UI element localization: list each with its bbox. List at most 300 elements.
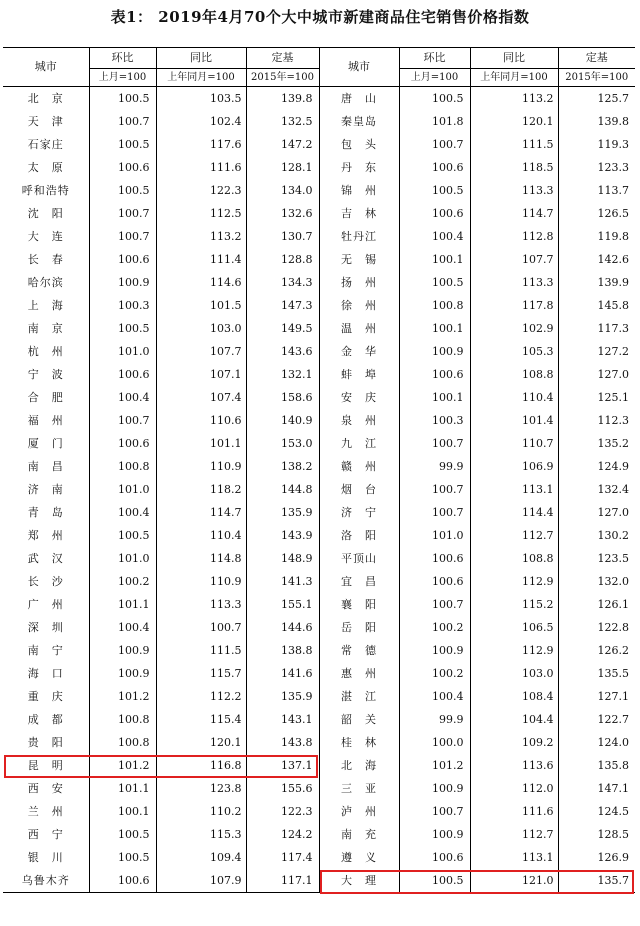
right-base-cell: 122.8 — [558, 616, 635, 639]
left-yoy-cell: 110.9 — [156, 455, 246, 478]
left-base-cell: 117.4 — [246, 846, 319, 869]
left-city-cell: 海 口 — [3, 662, 89, 685]
left-yoy-cell: 107.4 — [156, 386, 246, 409]
right-yoy-cell: 113.1 — [470, 846, 558, 869]
table-row — [3, 271, 635, 294]
left-yoy-cell: 111.6 — [156, 156, 246, 179]
right-base-cell: 147.1 — [558, 777, 635, 800]
left-city-cell: 天 津 — [3, 110, 89, 133]
left-base-cell: 134.3 — [246, 271, 319, 294]
table-row — [3, 409, 635, 432]
right-mom-cell: 101.2 — [399, 754, 470, 777]
right-yoy-cell: 103.0 — [470, 662, 558, 685]
right-base-cell: 127.2 — [558, 340, 635, 363]
right-mom-cell: 100.0 — [399, 731, 470, 754]
left-yoy-cell: 114.7 — [156, 501, 246, 524]
right-base-cell: 126.5 — [558, 202, 635, 225]
right-city-cell: 安 庆 — [319, 386, 399, 409]
left-yoy-cell: 103.5 — [156, 87, 246, 111]
left-city-cell: 呼和浩特 — [3, 179, 89, 202]
right-mom-cell: 100.5 — [399, 271, 470, 294]
left-base-cell: 124.2 — [246, 823, 319, 846]
right-yoy-cell: 101.4 — [470, 409, 558, 432]
right-yoy-cell: 110.7 — [470, 432, 558, 455]
right-yoy-cell: 106.5 — [470, 616, 558, 639]
left-city-cell: 西 宁 — [3, 823, 89, 846]
left-mom-cell: 101.1 — [89, 593, 156, 616]
table-row — [3, 179, 635, 202]
table-row — [3, 777, 635, 800]
base-subheader-left: 2015年=100 — [246, 69, 319, 87]
left-mom-cell: 100.5 — [89, 317, 156, 340]
left-base-cell: 139.8 — [246, 87, 319, 111]
right-city-cell: 大 理 — [319, 869, 399, 893]
left-base-cell: 141.6 — [246, 662, 319, 685]
left-city-cell: 宁 波 — [3, 363, 89, 386]
left-city-cell: 南 昌 — [3, 455, 89, 478]
right-mom-cell: 100.7 — [399, 478, 470, 501]
right-base-cell: 126.1 — [558, 593, 635, 616]
left-city-cell: 西 安 — [3, 777, 89, 800]
left-base-cell: 134.0 — [246, 179, 319, 202]
right-yoy-cell: 113.2 — [470, 87, 558, 111]
right-city-cell: 牡丹江 — [319, 225, 399, 248]
table-row — [3, 731, 635, 754]
left-yoy-cell: 123.8 — [156, 777, 246, 800]
left-base-cell: 155.6 — [246, 777, 319, 800]
left-base-cell: 144.6 — [246, 616, 319, 639]
left-city-cell: 广 州 — [3, 593, 89, 616]
right-mom-cell: 99.9 — [399, 708, 470, 731]
left-mom-cell: 100.4 — [89, 616, 156, 639]
left-base-cell: 148.9 — [246, 547, 319, 570]
left-mom-cell: 100.7 — [89, 110, 156, 133]
right-city-cell: 常 德 — [319, 639, 399, 662]
right-mom-cell: 101.8 — [399, 110, 470, 133]
right-yoy-cell: 112.7 — [470, 823, 558, 846]
table-row — [3, 133, 635, 156]
right-yoy-cell: 113.1 — [470, 478, 558, 501]
right-city-cell: 韶 关 — [319, 708, 399, 731]
right-mom-cell: 100.5 — [399, 179, 470, 202]
table-row — [3, 869, 635, 893]
right-base-cell: 139.9 — [558, 271, 635, 294]
base-header-left: 定基 — [246, 48, 319, 69]
left-yoy-cell: 112.5 — [156, 202, 246, 225]
left-yoy-cell: 109.4 — [156, 846, 246, 869]
left-mom-cell: 100.2 — [89, 570, 156, 593]
right-yoy-cell: 113.3 — [470, 179, 558, 202]
right-yoy-cell: 112.9 — [470, 639, 558, 662]
left-yoy-cell: 115.3 — [156, 823, 246, 846]
right-mom-cell: 100.6 — [399, 156, 470, 179]
right-city-cell: 惠 州 — [319, 662, 399, 685]
right-city-cell: 锦 州 — [319, 179, 399, 202]
left-base-cell: 147.3 — [246, 294, 319, 317]
right-city-cell: 秦皇岛 — [319, 110, 399, 133]
yoy-header-right: 同比 — [470, 48, 558, 69]
left-yoy-cell: 122.3 — [156, 179, 246, 202]
left-city-cell: 哈尔滨 — [3, 271, 89, 294]
left-city-cell: 贵 阳 — [3, 731, 89, 754]
table-row — [3, 547, 635, 570]
right-base-cell: 135.5 — [558, 662, 635, 685]
table-row — [3, 524, 635, 547]
left-mom-cell: 100.6 — [89, 156, 156, 179]
table-row — [3, 800, 635, 823]
right-base-cell: 124.9 — [558, 455, 635, 478]
table-row — [3, 685, 635, 708]
right-base-cell: 135.2 — [558, 432, 635, 455]
left-mom-cell: 100.6 — [89, 432, 156, 455]
right-city-cell: 烟 台 — [319, 478, 399, 501]
left-mom-cell: 100.5 — [89, 133, 156, 156]
right-mom-cell: 100.6 — [399, 846, 470, 869]
right-city-cell: 蚌 埠 — [319, 363, 399, 386]
left-yoy-cell: 101.5 — [156, 294, 246, 317]
right-city-cell: 无 锡 — [319, 248, 399, 271]
left-city-cell: 南 京 — [3, 317, 89, 340]
left-city-cell: 大 连 — [3, 225, 89, 248]
left-base-cell: 132.5 — [246, 110, 319, 133]
right-mom-cell: 100.9 — [399, 639, 470, 662]
left-city-cell: 兰 州 — [3, 800, 89, 823]
left-city-cell: 厦 门 — [3, 432, 89, 455]
left-mom-cell: 100.9 — [89, 662, 156, 685]
table-row — [3, 87, 635, 111]
right-mom-cell: 100.7 — [399, 501, 470, 524]
left-mom-cell: 100.5 — [89, 87, 156, 111]
left-yoy-cell: 100.7 — [156, 616, 246, 639]
left-base-cell: 128.1 — [246, 156, 319, 179]
table-row — [3, 202, 635, 225]
left-city-cell: 太 原 — [3, 156, 89, 179]
right-mom-cell: 100.2 — [399, 662, 470, 685]
table-row — [3, 432, 635, 455]
table-row — [3, 639, 635, 662]
right-yoy-cell: 114.7 — [470, 202, 558, 225]
right-base-cell: 126.2 — [558, 639, 635, 662]
left-base-cell: 138.8 — [246, 639, 319, 662]
right-yoy-cell: 104.4 — [470, 708, 558, 731]
left-mom-cell: 101.0 — [89, 478, 156, 501]
table-row — [3, 110, 635, 133]
right-city-cell: 唐 山 — [319, 87, 399, 111]
left-yoy-cell: 102.4 — [156, 110, 246, 133]
table-row — [3, 386, 635, 409]
right-city-cell: 湛 江 — [319, 685, 399, 708]
right-mom-cell: 100.3 — [399, 409, 470, 432]
left-base-cell: 128.8 — [246, 248, 319, 271]
left-yoy-cell: 118.2 — [156, 478, 246, 501]
right-city-cell: 宜 昌 — [319, 570, 399, 593]
left-mom-cell: 101.0 — [89, 547, 156, 570]
left-mom-cell: 100.7 — [89, 225, 156, 248]
table-row — [3, 662, 635, 685]
yoy-subheader-right: 上年同月=100 — [470, 69, 558, 87]
right-city-cell: 北 海 — [319, 754, 399, 777]
right-yoy-cell: 102.9 — [470, 317, 558, 340]
right-yoy-cell: 112.8 — [470, 225, 558, 248]
left-city-cell: 福 州 — [3, 409, 89, 432]
right-base-cell: 139.8 — [558, 110, 635, 133]
left-base-cell: 153.0 — [246, 432, 319, 455]
left-mom-cell: 100.4 — [89, 386, 156, 409]
right-base-cell: 132.0 — [558, 570, 635, 593]
table-row — [3, 754, 635, 777]
left-mom-cell: 100.5 — [89, 823, 156, 846]
right-mom-cell: 101.0 — [399, 524, 470, 547]
table-row — [3, 248, 635, 271]
left-base-cell: 138.2 — [246, 455, 319, 478]
right-base-cell: 112.3 — [558, 409, 635, 432]
right-mom-cell: 100.4 — [399, 225, 470, 248]
right-yoy-cell: 112.9 — [470, 570, 558, 593]
right-yoy-cell: 108.8 — [470, 363, 558, 386]
left-yoy-cell: 101.1 — [156, 432, 246, 455]
left-city-cell: 沈 阳 — [3, 202, 89, 225]
right-base-cell: 135.8 — [558, 754, 635, 777]
city-header-right: 城市 — [319, 48, 399, 87]
left-city-cell: 南 宁 — [3, 639, 89, 662]
base-subheader-right: 2015年=100 — [558, 69, 635, 87]
right-yoy-cell: 112.7 — [470, 524, 558, 547]
right-base-cell: 124.0 — [558, 731, 635, 754]
table-row — [3, 616, 635, 639]
left-yoy-cell: 107.9 — [156, 869, 246, 893]
right-city-cell: 泉 州 — [319, 409, 399, 432]
left-mom-cell: 100.1 — [89, 800, 156, 823]
left-mom-cell: 100.5 — [89, 524, 156, 547]
right-city-cell: 平顶山 — [319, 547, 399, 570]
right-mom-cell: 100.6 — [399, 547, 470, 570]
right-base-cell: 113.7 — [558, 179, 635, 202]
right-mom-cell: 100.1 — [399, 386, 470, 409]
right-mom-cell: 100.1 — [399, 248, 470, 271]
right-base-cell: 117.3 — [558, 317, 635, 340]
mom-header-left: 环比 — [89, 48, 156, 69]
left-city-cell: 深 圳 — [3, 616, 89, 639]
right-city-cell: 丹 东 — [319, 156, 399, 179]
right-yoy-cell: 115.2 — [470, 593, 558, 616]
page-title: 表1： 2019年4月70个大中城市新建商品住宅销售价格指数 — [110, 8, 530, 26]
right-yoy-cell: 111.6 — [470, 800, 558, 823]
left-yoy-cell: 110.4 — [156, 524, 246, 547]
table-row — [3, 156, 635, 179]
left-yoy-cell: 111.4 — [156, 248, 246, 271]
right-yoy-cell: 114.4 — [470, 501, 558, 524]
left-city-cell: 武 汉 — [3, 547, 89, 570]
left-yoy-cell: 111.5 — [156, 639, 246, 662]
left-mom-cell: 100.6 — [89, 248, 156, 271]
table-row — [3, 294, 635, 317]
left-yoy-cell: 114.8 — [156, 547, 246, 570]
left-city-cell: 杭 州 — [3, 340, 89, 363]
left-yoy-cell: 114.6 — [156, 271, 246, 294]
left-mom-cell: 100.6 — [89, 363, 156, 386]
yoy-header-left: 同比 — [156, 48, 246, 69]
left-yoy-cell: 113.3 — [156, 593, 246, 616]
left-city-cell: 长 春 — [3, 248, 89, 271]
right-yoy-cell: 108.4 — [470, 685, 558, 708]
right-city-cell: 岳 阳 — [319, 616, 399, 639]
left-city-cell: 乌鲁木齐 — [3, 869, 89, 893]
left-base-cell: 143.1 — [246, 708, 319, 731]
price-index-table — [3, 47, 635, 893]
yoy-subheader-left: 上年同月=100 — [156, 69, 246, 87]
base-header-right: 定基 — [558, 48, 635, 69]
right-yoy-cell: 108.8 — [470, 547, 558, 570]
right-base-cell: 122.7 — [558, 708, 635, 731]
left-city-cell: 重 庆 — [3, 685, 89, 708]
right-city-cell: 包 头 — [319, 133, 399, 156]
table-row — [3, 455, 635, 478]
table-row — [3, 823, 635, 846]
right-base-cell: 127.0 — [558, 501, 635, 524]
table-row — [3, 340, 635, 363]
right-mom-cell: 100.6 — [399, 363, 470, 386]
right-base-cell: 124.5 — [558, 800, 635, 823]
right-mom-cell: 100.7 — [399, 800, 470, 823]
table-row — [3, 501, 635, 524]
table-row — [3, 317, 635, 340]
left-mom-cell: 100.8 — [89, 455, 156, 478]
right-mom-cell: 100.7 — [399, 432, 470, 455]
right-base-cell: 142.6 — [558, 248, 635, 271]
left-yoy-cell: 103.0 — [156, 317, 246, 340]
left-city-cell: 上 海 — [3, 294, 89, 317]
right-mom-cell: 100.6 — [399, 202, 470, 225]
right-mom-cell: 99.9 — [399, 455, 470, 478]
left-base-cell: 135.9 — [246, 501, 319, 524]
right-yoy-cell: 106.9 — [470, 455, 558, 478]
mom-header-right: 环比 — [399, 48, 470, 69]
left-mom-cell: 100.9 — [89, 271, 156, 294]
left-mom-cell: 100.7 — [89, 409, 156, 432]
right-base-cell: 126.9 — [558, 846, 635, 869]
right-mom-cell: 100.5 — [399, 87, 470, 111]
left-base-cell: 132.6 — [246, 202, 319, 225]
table-row — [3, 570, 635, 593]
left-mom-cell: 101.2 — [89, 754, 156, 777]
table-row — [3, 363, 635, 386]
left-yoy-cell: 110.9 — [156, 570, 246, 593]
right-city-cell: 南 充 — [319, 823, 399, 846]
right-city-cell: 桂 林 — [319, 731, 399, 754]
right-base-cell: 127.0 — [558, 363, 635, 386]
right-yoy-cell: 112.0 — [470, 777, 558, 800]
right-base-cell: 125.7 — [558, 87, 635, 111]
right-mom-cell: 100.9 — [399, 777, 470, 800]
table-row — [3, 593, 635, 616]
right-yoy-cell: 109.2 — [470, 731, 558, 754]
right-yoy-cell: 121.0 — [470, 869, 558, 893]
left-base-cell: 130.7 — [246, 225, 319, 248]
left-base-cell: 149.5 — [246, 317, 319, 340]
left-yoy-cell: 117.6 — [156, 133, 246, 156]
left-yoy-cell: 115.7 — [156, 662, 246, 685]
left-yoy-cell: 110.6 — [156, 409, 246, 432]
left-city-cell: 郑 州 — [3, 524, 89, 547]
right-mom-cell: 100.2 — [399, 616, 470, 639]
table-body — [3, 87, 635, 893]
left-city-cell: 济 南 — [3, 478, 89, 501]
left-base-cell: 143.6 — [246, 340, 319, 363]
right-base-cell: 119.8 — [558, 225, 635, 248]
left-yoy-cell: 107.1 — [156, 363, 246, 386]
left-base-cell: 117.1 — [246, 869, 319, 893]
left-yoy-cell: 116.8 — [156, 754, 246, 777]
right-mom-cell: 100.7 — [399, 133, 470, 156]
right-mom-cell: 100.4 — [399, 685, 470, 708]
right-yoy-cell: 107.7 — [470, 248, 558, 271]
left-base-cell: 143.8 — [246, 731, 319, 754]
left-yoy-cell: 107.7 — [156, 340, 246, 363]
left-mom-cell: 100.7 — [89, 202, 156, 225]
left-base-cell: 140.9 — [246, 409, 319, 432]
left-base-cell: 155.1 — [246, 593, 319, 616]
left-yoy-cell: 110.2 — [156, 800, 246, 823]
header-row — [3, 48, 635, 69]
right-base-cell: 128.5 — [558, 823, 635, 846]
right-mom-cell: 100.7 — [399, 593, 470, 616]
right-yoy-cell: 118.5 — [470, 156, 558, 179]
right-yoy-cell: 113.6 — [470, 754, 558, 777]
right-base-cell: 130.2 — [558, 524, 635, 547]
left-yoy-cell: 120.1 — [156, 731, 246, 754]
right-city-cell: 襄 阳 — [319, 593, 399, 616]
right-city-cell: 扬 州 — [319, 271, 399, 294]
left-city-cell: 石家庄 — [3, 133, 89, 156]
right-mom-cell: 100.8 — [399, 294, 470, 317]
right-base-cell: 123.3 — [558, 156, 635, 179]
right-mom-cell: 100.9 — [399, 823, 470, 846]
left-mom-cell: 101.0 — [89, 340, 156, 363]
right-yoy-cell: 111.5 — [470, 133, 558, 156]
right-mom-cell: 100.6 — [399, 570, 470, 593]
left-mom-cell: 101.1 — [89, 777, 156, 800]
right-base-cell: 135.7 — [558, 869, 635, 893]
left-city-cell: 合 肥 — [3, 386, 89, 409]
right-city-cell: 金 华 — [319, 340, 399, 363]
left-city-cell: 昆 明 — [3, 754, 89, 777]
right-base-cell: 125.1 — [558, 386, 635, 409]
left-mom-cell: 100.8 — [89, 708, 156, 731]
left-base-cell: 158.6 — [246, 386, 319, 409]
right-yoy-cell: 105.3 — [470, 340, 558, 363]
right-city-cell: 泸 州 — [319, 800, 399, 823]
table-row — [3, 478, 635, 501]
right-yoy-cell: 113.3 — [470, 271, 558, 294]
right-city-cell: 九 江 — [319, 432, 399, 455]
left-mom-cell: 100.5 — [89, 179, 156, 202]
left-city-cell: 北 京 — [3, 87, 89, 111]
right-city-cell: 赣 州 — [319, 455, 399, 478]
left-mom-cell: 100.9 — [89, 639, 156, 662]
left-base-cell: 135.9 — [246, 685, 319, 708]
right-yoy-cell: 117.8 — [470, 294, 558, 317]
left-base-cell: 141.3 — [246, 570, 319, 593]
right-base-cell: 119.3 — [558, 133, 635, 156]
left-base-cell: 122.3 — [246, 800, 319, 823]
table-row — [3, 708, 635, 731]
left-yoy-cell: 112.2 — [156, 685, 246, 708]
table-row — [3, 846, 635, 869]
left-city-cell: 银 川 — [3, 846, 89, 869]
right-city-cell: 温 州 — [319, 317, 399, 340]
left-base-cell: 147.2 — [246, 133, 319, 156]
mom-subheader-right: 上月=100 — [399, 69, 470, 87]
